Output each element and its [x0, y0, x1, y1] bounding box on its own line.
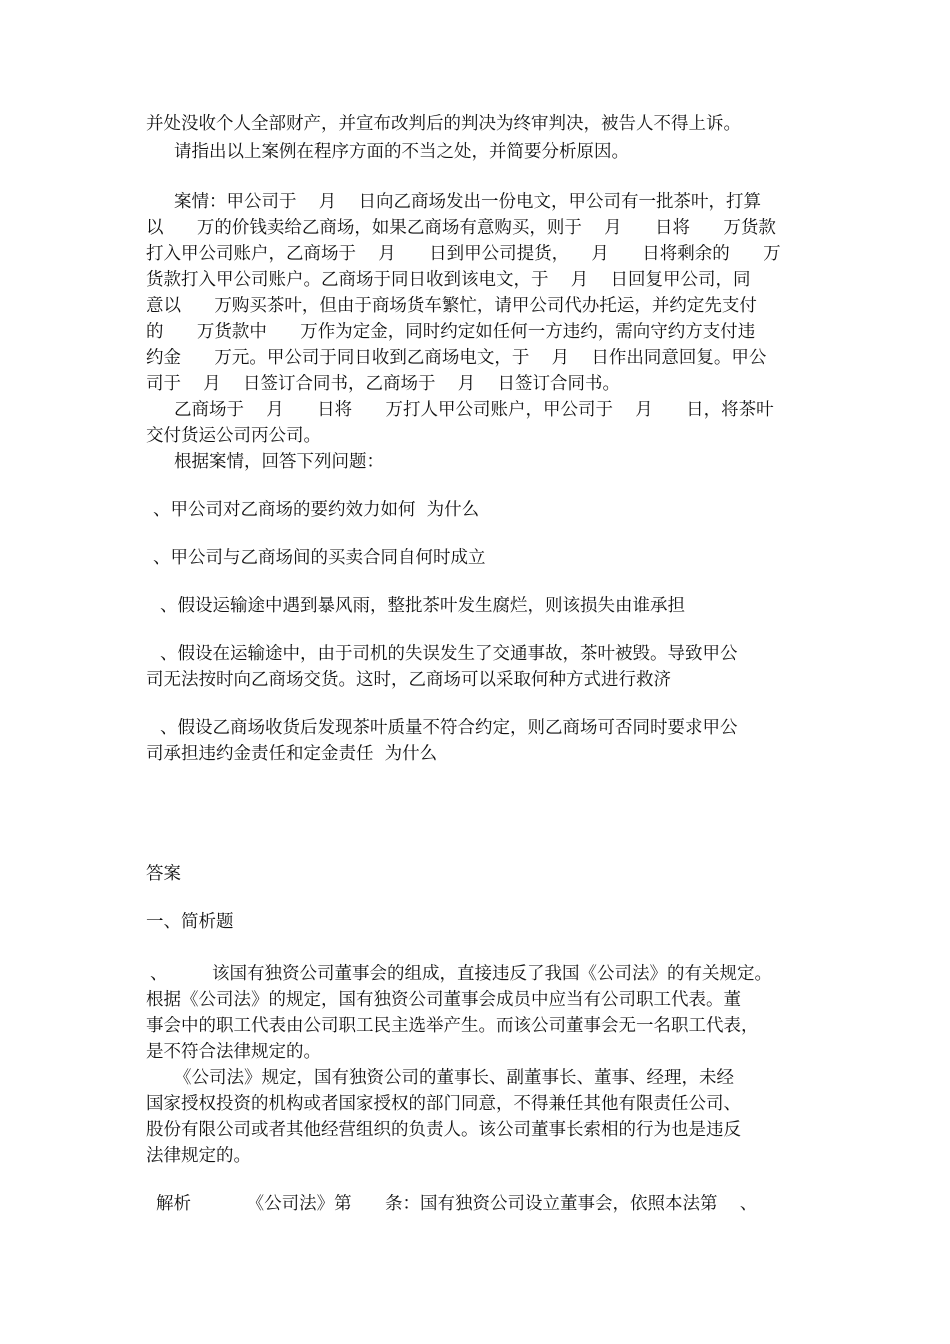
text-line: 根据《公司法》的规定，国有独资公司董事会成员中应当有公司职工代表。董 — [146, 990, 741, 1010]
text-line: 打入甲公司账户，乙商场于 月 日到甲公司提货， 月 日将剩余的 万 — [146, 244, 781, 264]
text-line: 国家授权投资的机构或者国家授权的部门同意，不得兼任其他有限责任公司、 — [146, 1094, 741, 1114]
text-line: 意以 万购买茶叶，但由于商场货车繁忙，请甲公司代办托运，并约定先支付 — [146, 296, 757, 316]
text-line: 约金 万元。甲公司于同日收到乙商场电文，于 月 日作出同意回复。甲公 — [146, 348, 767, 368]
question-line: 、假设运输途中遇到暴风雨，整批茶叶发生腐烂，则该损失由谁承担 — [160, 596, 685, 616]
question-line: 、假设在运输途中，由于司机的失误发生了交通事故，茶叶被毁。导致甲公 — [160, 644, 738, 664]
section-heading: 一、简析题 — [146, 912, 234, 932]
text-line: 、 该国有独资公司董事会的组成，直接违反了我国《公司法》的有关规定。 — [150, 964, 772, 984]
text-line: 并处没收个人全部财产，并宣布改判后的判决为终审判决，被告人不得上诉。 — [146, 114, 741, 134]
text-line: 事会中的职工代表由公司职工民主选举产生。而该公司董事会无一名职工代表， — [146, 1016, 759, 1036]
answer-heading: 答案 — [146, 864, 181, 884]
text-line: 根据案情，回答下列问题： — [174, 452, 384, 472]
text-line: 法律规定的。 — [146, 1146, 251, 1166]
text-line: 是不符合法律规定的。 — [146, 1042, 321, 1062]
question-line: 、甲公司与乙商场间的买卖合同自何时成立 — [153, 548, 486, 568]
text-line: 的 万货款中 万作为定金，同时约定如任何一方违约，需向守约方支付违 — [146, 322, 756, 342]
question-line: 司承担违约金责任和定金责任 为什么 — [146, 744, 438, 764]
text-line: 股份有限公司或者其他经营组织的负责人。该公司董事长索相的行为也是违反 — [146, 1120, 741, 1140]
text-line: 司于 月 日签订合同书，乙商场于 月 日签订合同书。 — [146, 374, 621, 394]
question-line: 司无法按时向乙商场交货。这时，乙商场可以采取何种方式进行救济 — [146, 670, 671, 690]
text-line: 交付货运公司丙公司。 — [146, 426, 321, 446]
text-line: 《公司法》规定，国有独资公司的董事长、副董事长、董事、经理，未经 — [174, 1068, 734, 1088]
text-line: 请指出以上案例在程序方面的不当之处，并简要分析原因。 — [174, 142, 629, 162]
text-line: 案情：甲公司于 月 日向乙商场发出一份电文，甲公司有一批茶叶，打算 — [174, 192, 761, 212]
text-line: 乙商场于 月 日将 万打人甲公司账户，甲公司于 月 日，将茶叶 — [174, 400, 774, 420]
question-line: 、假设乙商场收货后发现茶叶质量不符合约定，则乙商场可否同时要求甲公 — [160, 718, 738, 738]
analysis-line: 解析 《公司法》第 条：国有独资公司设立董事会，依照本法第 、 — [156, 1194, 758, 1214]
question-line: 、甲公司对乙商场的要约效力如何 为什么 — [153, 500, 480, 520]
text-line: 货款打入甲公司账户。乙商场于同日收到该电文，于 月 日回复甲公司，同 — [146, 270, 751, 290]
text-line: 以 万的价钱卖给乙商场，如果乙商场有意购买，则于 月 日将 万货款 — [146, 218, 776, 238]
